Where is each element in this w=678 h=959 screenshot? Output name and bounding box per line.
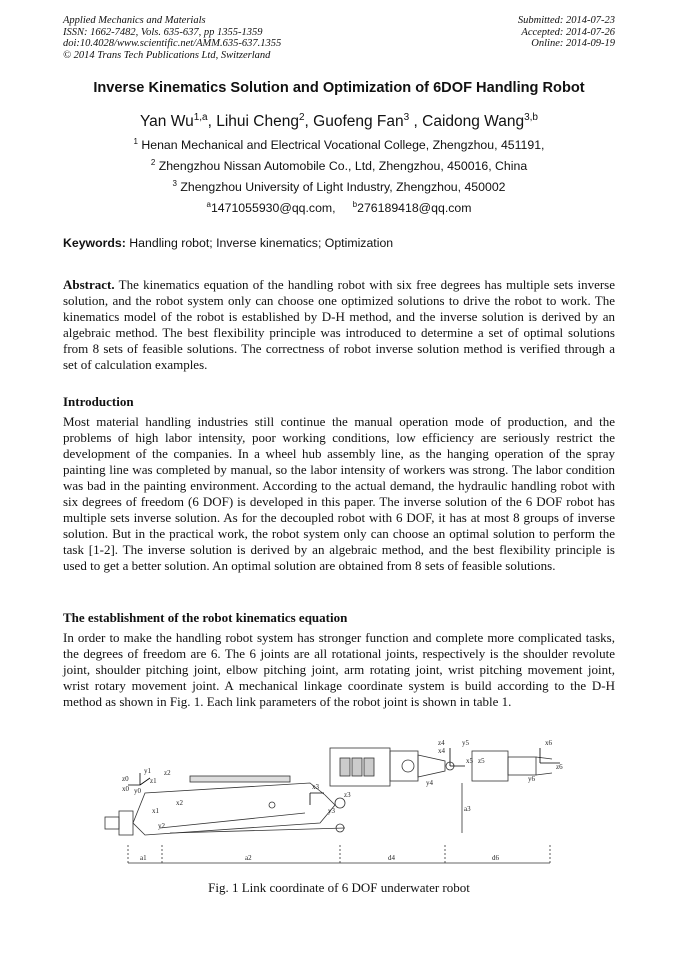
- author-name: Lihui Cheng: [216, 113, 299, 131]
- label-z5: z5: [478, 757, 485, 765]
- accepted-date: Accepted: 2014-07-26: [521, 26, 615, 38]
- dim-a1: a1: [140, 854, 147, 862]
- author-name: Guofeng Fan: [313, 113, 404, 131]
- keywords: [63, 236, 393, 250]
- robot-base: [105, 817, 119, 829]
- dim-a2: a2: [245, 854, 252, 862]
- kinematics-text: In order to make the handling robot system has stronger function and complete more complicated tasks, the degrees of freedom are 6. The 6 joints are all rotational joints, respectively is the shoulder revolute joint, shoulder pitching joint, elbow pitching joint, arm rotating joint, wrist pitching movement joint, wrist rotary movement joint. A mechanical linkage coordinate system is build according to the D-H method as shown in Fig. 1. Each link parameters of the robot joint is shown in table 1.: [63, 630, 615, 709]
- affiliation-sup: 1: [133, 137, 138, 146]
- author-name: Caidong Wang: [422, 113, 525, 131]
- keywords-text: Handling robot; Inverse kinematics; Optimization: [129, 236, 394, 250]
- label-z4: z4: [438, 739, 445, 747]
- affiliation-sup: 2: [150, 158, 156, 167]
- introduction-text: Most material handling industries still continue the manual operation mode of production, and the problems of high labor intensity, poor working conditions, low efficiency are seriously restrict the development of the companies. In a wheel hub assembly line, as the hanging operation of the spray painting line was completed by manual, so the labor intensity of workers was strong. The labor condition was bad in the painting environment. According to the actual demand, the hydraulic handling robot with six degrees of freedom (6 DOF) is developed in this paper. The inverse solution of the 6 DOF robot has multiple sets inverse solution. As for the decoupled robot with 6 DOF, it has at most 8 groups of inverse solution. But in the practical work, the robot system only can choose an optimal solution to perform the task [1-2]. The inverse solution is derived by an algebraic method, and the best flexibility principle is used to get a better solution. An optimal solution are obtained from 8 sets of feasible solutions.: [63, 414, 615, 573]
- abstract-label: Abstract.: [63, 277, 115, 292]
- author-sup: 1,a: [193, 112, 208, 123]
- label-y3: y3: [328, 807, 335, 815]
- label-x4: x4: [438, 747, 445, 755]
- gripper-body: [508, 757, 536, 775]
- affiliation-1: [0, 137, 678, 152]
- frame-2-axes: [310, 793, 324, 805]
- paper-title: Inverse Kinematics Solution and Optimization of 6DOF Handling Robot: [93, 80, 585, 96]
- label-y0: y0: [134, 787, 141, 795]
- wrist-cone: [418, 755, 445, 777]
- label-y4: y4: [426, 779, 433, 787]
- email-b[interactable]: 276189418@qq.com: [357, 201, 472, 216]
- email-sup: b: [352, 200, 358, 209]
- gripper-fingers: [536, 757, 552, 775]
- robot-base-mount: [119, 811, 133, 835]
- email-line: [0, 200, 678, 215]
- dim-a3: a3: [464, 805, 471, 813]
- copyright-line: © 2014 Trans Tech Publications Ltd, Switzerland: [63, 49, 271, 61]
- motor-icon: [402, 760, 414, 772]
- email-a[interactable]: 1471055930@qq.com,: [210, 201, 336, 216]
- doi-line: doi:10.4028/www.scientific.net/AMM.635-637.1355: [63, 38, 282, 50]
- keywords-label: Keywords:: [63, 236, 126, 250]
- arm-top-plate: [190, 776, 290, 782]
- robot-link-diagram: [100, 733, 580, 873]
- submission-dates: [518, 15, 615, 50]
- label-y6: y6: [528, 775, 535, 783]
- label-x5: x5: [466, 757, 473, 765]
- label-y2: y2: [158, 822, 165, 830]
- abstract-text: The kinematics equation of the handling robot with six free degrees has multiple sets inverse solution, and the robot system only can choose one optimized solutions to drive the robot to work. The kinematics model of the robot is established by D-H method, and the inverse solution is derived by an algebraic method. The best flexibility principle was introduced to determine a set of optimal solutions from 8 sets of feasible solutions. The correctness of robot inverse solution method is verified through a set of calculation examples.: [63, 277, 616, 372]
- dim-d6: d6: [492, 854, 499, 862]
- author-sup: 2: [298, 112, 305, 123]
- wrist-housing: [472, 751, 508, 781]
- label-x3: x3: [312, 783, 319, 791]
- dimension-guides: [128, 845, 550, 865]
- elbow-joint: [335, 798, 345, 808]
- abstract: [63, 277, 615, 373]
- submitted-date: Submitted: 2014-07-23: [517, 15, 615, 26]
- label-z1: z1: [150, 777, 157, 785]
- journal-info: [63, 15, 281, 61]
- author-sup: 3,b: [524, 112, 538, 123]
- author-list: Yan Wu$^{1,a}$, Lihui Cheng$^2$, Guofeng Fan$^3$ , Caidong Wang$^{3,b}$: [139, 112, 538, 131]
- affiliation-text: Zhengzhou University of Light Industry, Zhengzhou, 450002: [180, 180, 506, 195]
- label-x6: x6: [545, 739, 552, 747]
- label-y1: y1: [144, 767, 151, 775]
- section-heading-introduction: Introduction: [63, 394, 134, 409]
- label-x1: x1: [152, 807, 159, 815]
- label-x2: x2: [176, 799, 183, 807]
- label-y5: y5: [462, 739, 469, 747]
- label-z6: z6: [556, 763, 563, 771]
- online-date: Online: 2014-09-19: [531, 38, 615, 50]
- figure-caption: Fig. 1 Link coordinate of 6 DOF underwater robot: [208, 880, 470, 895]
- affiliation-3: [0, 179, 678, 194]
- arm-hole: [269, 802, 275, 808]
- affiliation-sup: 3: [172, 179, 177, 188]
- frame-6-axes: [540, 748, 560, 763]
- dim-d4: d4: [388, 854, 395, 862]
- label-z3: z3: [344, 791, 351, 799]
- section-heading-kinematics: The establishment of the robot kinematics equation: [63, 610, 348, 625]
- issn-line: ISSN: 1662-7482, Vols. 635-637, pp 1355-1359: [63, 26, 263, 38]
- email-sup: a: [206, 200, 211, 209]
- frame-4-axes: [450, 748, 465, 766]
- label-z2: z2: [164, 769, 171, 777]
- label-z0: z0: [122, 775, 129, 783]
- label-x0: x0: [122, 785, 129, 793]
- author-name: Yan Wu: [139, 113, 194, 131]
- author-sup: 3: [403, 112, 410, 123]
- journal-name: Applied Mechanics and Materials: [63, 15, 206, 26]
- affiliation-text: Zhengzhou Nissan Automobile Co., Ltd, Zhengzhou, 450016, China: [158, 159, 528, 174]
- affiliation-2: [0, 158, 678, 173]
- affiliation-text: Henan Mechanical and Electrical Vocational College, Zhengzhou, 451191,: [141, 138, 545, 153]
